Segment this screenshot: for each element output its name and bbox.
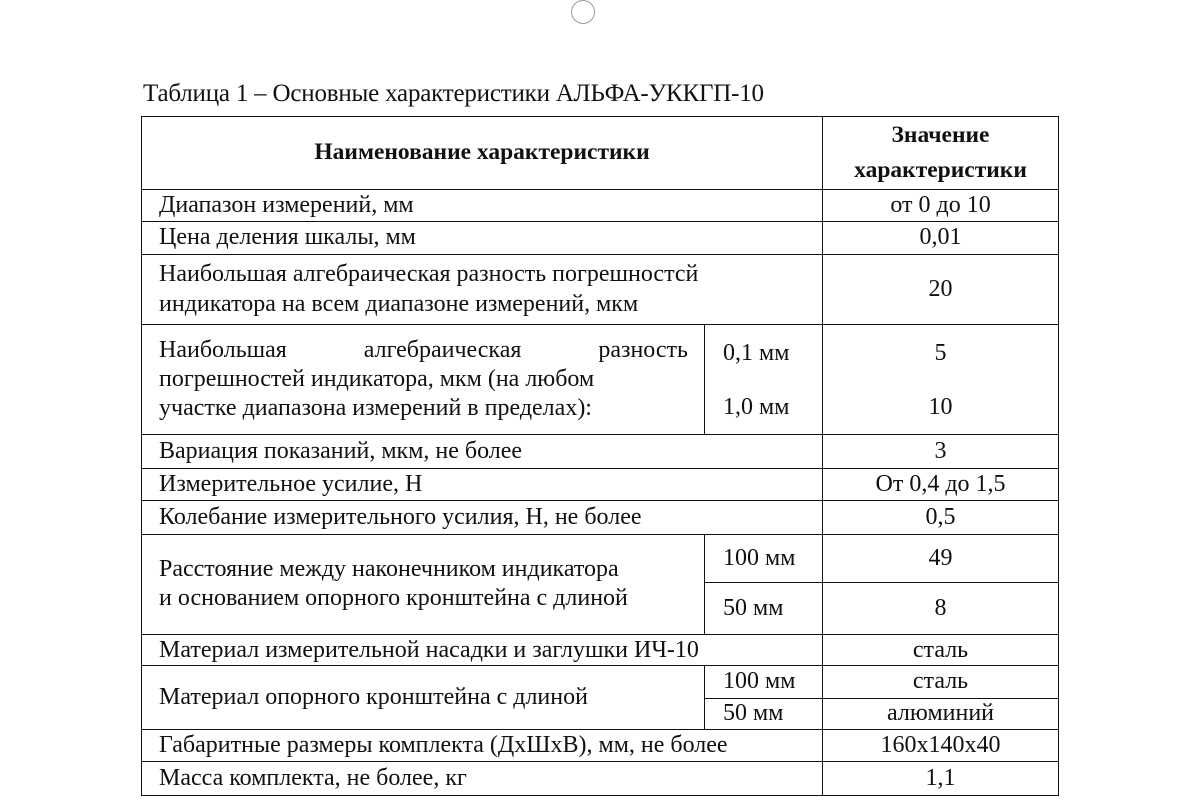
row-name: Колебание измерительного усилия, Н, не более — [142, 501, 823, 534]
row-name: Цена деления шкалы, мм — [142, 222, 823, 254]
row-name: Габаритные размеры комплекта (ДхШхВ), мм, не более — [142, 730, 823, 762]
row-value: 5 — [823, 325, 1059, 382]
row-name: Материал опорного кронштейна с длиной — [142, 666, 705, 730]
row-value: От 0,4 до 1,5 — [823, 469, 1059, 501]
table-row — [142, 469, 1059, 501]
row-name-line1: Наибольшая алгебраическая разность погрешностсй — [159, 261, 699, 288]
row-value: 8 — [823, 583, 1059, 635]
row-value: 3 — [823, 434, 1059, 468]
row-name — [142, 325, 705, 434]
row-name: Масса комплекта, не более, кг — [142, 762, 823, 796]
row-value: 0,5 — [823, 501, 1059, 534]
row-value: алюминий — [823, 698, 1059, 729]
row-name-line2: и основанием опорного кронштейна с длиной — [159, 585, 628, 612]
row-name — [142, 534, 705, 634]
characteristics-table — [141, 116, 1059, 796]
row-value: от 0 до 10 — [823, 189, 1059, 221]
row-value: 49 — [823, 534, 1059, 583]
table-row — [142, 635, 1059, 666]
row-name-line1: Расстояние между наконечником индикатора — [159, 556, 619, 583]
row-value: 20 — [823, 254, 1059, 325]
row-name-line2: погрешностей индикатора, мкм (на любом — [159, 365, 595, 392]
row-name-word: разность — [598, 336, 688, 363]
table-row — [142, 534, 1059, 583]
row-sub-label: 1,0 мм — [705, 382, 823, 435]
table-row — [142, 254, 1059, 325]
row-value: сталь — [823, 666, 1059, 698]
row-value: 0,01 — [823, 222, 1059, 254]
table-row — [142, 222, 1059, 254]
row-name: Материал измерительной насадки и заглушки ИЧ-10 — [142, 635, 823, 666]
circle-icon — [571, 0, 595, 24]
row-name: Вариация показаний, мкм, не более — [142, 434, 823, 468]
row-name-word: Наибольшая — [159, 336, 287, 363]
table-row — [142, 325, 1059, 382]
table-row — [142, 501, 1059, 534]
row-sub-label: 50 мм — [705, 583, 823, 635]
row-name: Измерительное усилие, Н — [142, 469, 823, 501]
header-value-line2: характеристики — [854, 156, 1027, 183]
row-name-line3: участке диапазона измерений в пределах): — [159, 395, 592, 422]
row-sub-label: 50 мм — [705, 698, 823, 729]
row-sub-label: 100 мм — [705, 534, 823, 583]
table-row — [142, 762, 1059, 796]
table-row — [142, 730, 1059, 762]
row-name — [142, 254, 823, 325]
table-header-row — [142, 117, 1059, 190]
row-name-line2: индикатора на всем диапазоне измерений, мкм — [159, 290, 639, 317]
row-value: 1,1 — [823, 762, 1059, 796]
table-row — [142, 189, 1059, 221]
row-sub-label: 0,1 мм — [705, 325, 823, 382]
row-value: сталь — [823, 635, 1059, 666]
row-name: Диапазон измерений, мм — [142, 189, 823, 221]
row-sub-label: 100 мм — [705, 666, 823, 698]
row-name-word: алгебраическая — [363, 336, 522, 363]
row-value: 160х140х40 — [823, 730, 1059, 762]
header-value-line1: Значение — [891, 121, 990, 148]
row-name-line1 — [159, 336, 688, 365]
table-row — [142, 666, 1059, 698]
table-caption: Таблица 1 – Основные характеристики АЛЬФА-УККГП-10 — [143, 80, 764, 107]
table-row — [142, 434, 1059, 468]
header-name-column: Наименование характеристики — [142, 117, 823, 190]
header-value-column — [823, 117, 1059, 190]
row-value: 10 — [823, 382, 1059, 435]
